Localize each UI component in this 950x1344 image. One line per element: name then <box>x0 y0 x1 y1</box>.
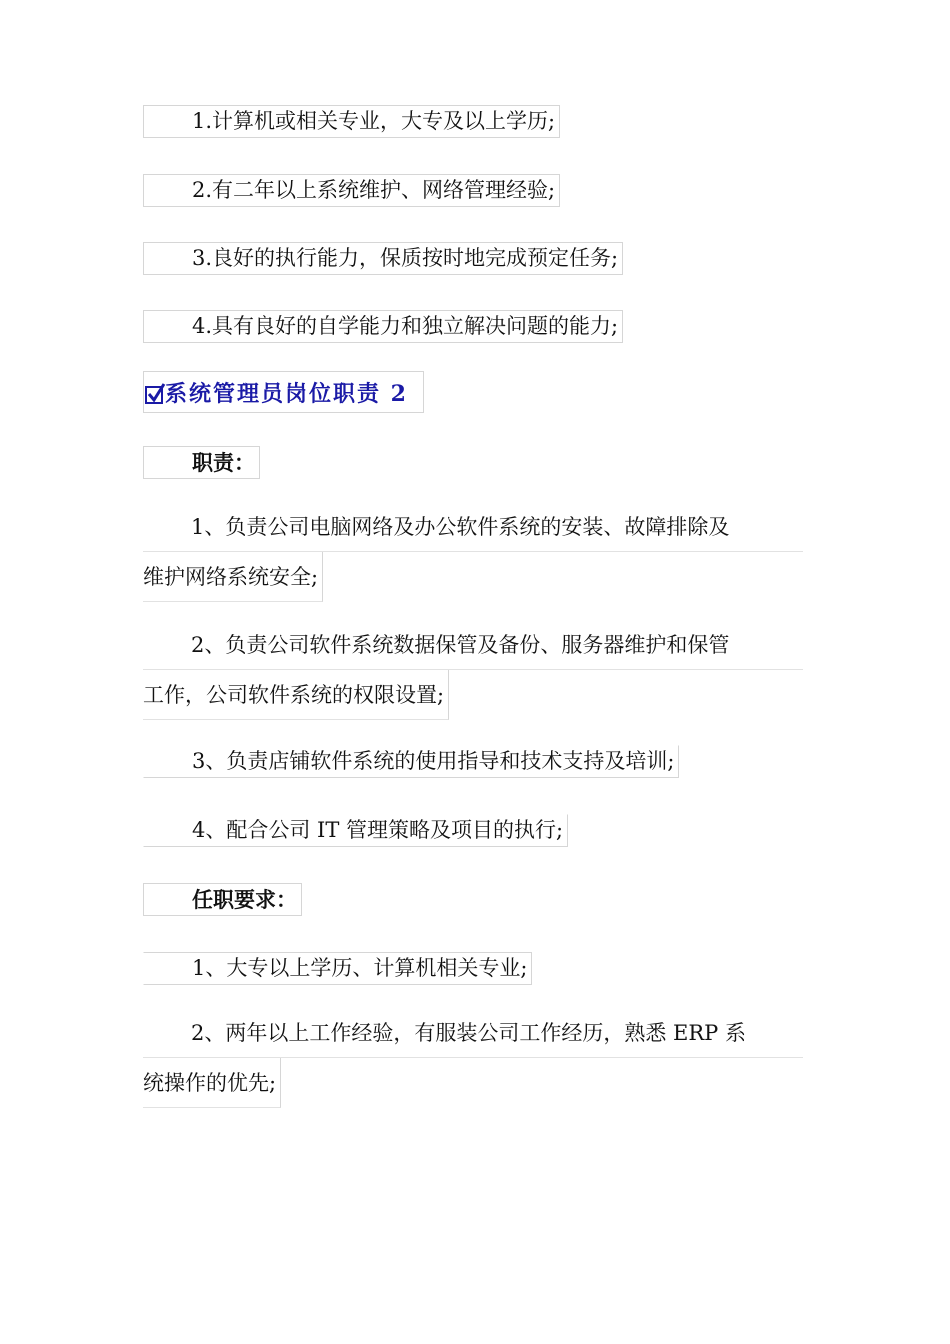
duties-label-text: 职责： <box>192 450 255 475</box>
duty-text: 4、配合公司 IT 管理策略及项目的执行; <box>192 818 564 842</box>
job-requirement-text: 1、大专以上学历、计算机相关专业; <box>192 956 528 980</box>
section-heading <box>143 371 424 413</box>
job-requirement-item-1 <box>143 952 532 985</box>
requirement-text: 2.有二年以上系统维护、网络管理经验; <box>192 178 556 202</box>
duty-line <box>143 552 323 602</box>
job-requirement-item-2 <box>143 1008 803 1108</box>
requirement-item-4 <box>143 310 623 343</box>
checkbox-checked-icon <box>145 386 163 404</box>
duty-line <box>143 620 803 670</box>
job-requirement-text: 2、两年以上工作经验，有服装公司工作经历，熟悉 ERP 系 <box>191 1021 746 1045</box>
duty-line <box>143 670 449 720</box>
requirement-item-1 <box>143 105 560 138</box>
section-title: 系统管理员岗位职责 2 <box>165 380 408 407</box>
job-requirement-line <box>143 1008 803 1058</box>
requirement-item-2 <box>143 174 560 207</box>
requirement-text: 4.具有良好的自学能力和独立解决问题的能力; <box>192 314 619 338</box>
duty-item-4 <box>143 814 568 847</box>
requirement-text: 3.良好的执行能力，保质按时地完成预定任务; <box>192 246 619 270</box>
duty-item-2 <box>143 620 803 720</box>
requirements-label-text: 任职要求： <box>192 887 297 912</box>
duty-text: 2、负责公司软件系统数据保管及备份、服务器维护和保管 <box>191 633 730 657</box>
duty-text: 1、负责公司电脑网络及办公软件系统的安装、故障排除及 <box>191 515 730 539</box>
duty-item-1 <box>143 502 803 602</box>
job-requirement-line <box>143 1058 281 1108</box>
duty-item-3 <box>143 745 679 778</box>
duties-label <box>143 446 260 479</box>
duty-text: 3、负责店铺软件系统的使用指导和技术支持及培训; <box>192 749 675 773</box>
requirements-label <box>143 883 302 916</box>
requirement-item-3 <box>143 242 623 275</box>
duty-text: 工作，公司软件系统的权限设置; <box>143 683 445 707</box>
requirement-text: 1.计算机或相关专业，大专及以上学历; <box>192 109 556 133</box>
duty-text: 维护网络系统安全; <box>143 565 319 589</box>
job-requirement-text: 统操作的优先; <box>143 1071 277 1095</box>
duty-line <box>143 502 803 552</box>
